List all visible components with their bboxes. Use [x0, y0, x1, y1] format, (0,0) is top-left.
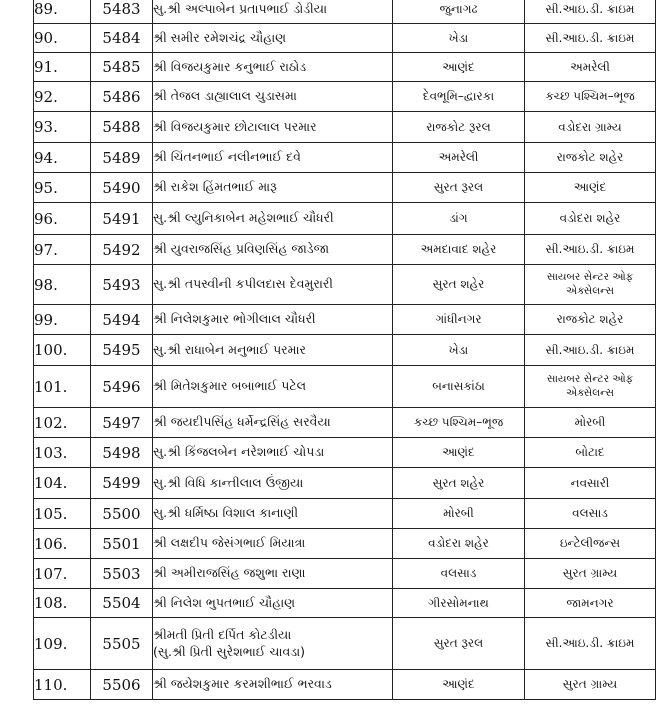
table-row — [34, 24, 656, 53]
to-posting: વડોદરા શહેર — [525, 203, 656, 235]
table-row — [34, 335, 656, 366]
to-posting: સી.આઇ.ડી. ક્રાઇમ — [525, 335, 656, 366]
serial-number: 105. — [34, 499, 91, 529]
record-number: 5483 — [91, 0, 153, 24]
record-number: 5486 — [91, 82, 153, 112]
from-posting: આણંદ — [393, 438, 525, 468]
record-number: 5499 — [91, 468, 153, 499]
from-posting: આણંદ — [393, 53, 525, 82]
table-row — [34, 82, 656, 112]
from-posting: સુરત રૂરલ — [393, 618, 525, 670]
officer-name: શ્રી અમીરાજસિંહ જશુભા રાણા — [153, 559, 393, 589]
table-row — [34, 53, 656, 82]
record-number: 5501 — [91, 529, 153, 559]
table-row — [34, 529, 656, 559]
to-posting: સુરત ગ્રામ્ય — [525, 670, 656, 700]
serial-number: 108. — [34, 589, 91, 618]
serial-number: 99. — [34, 305, 91, 335]
serial-number: 98. — [34, 265, 91, 305]
record-number: 5495 — [91, 335, 153, 366]
serial-number: 109. — [34, 618, 91, 670]
serial-number: 92. — [34, 82, 91, 112]
to-posting: સી.આઇ.ડી. ક્રાઇમ — [525, 0, 656, 24]
officer-name: સુ.શ્રી રાધાબેન મનુભાઈ પરમાર — [153, 335, 393, 366]
from-posting: સુરત રૂરલ — [393, 173, 525, 203]
serial-number: 90. — [34, 24, 91, 53]
from-posting: આણંદ — [393, 670, 525, 700]
from-posting: કચ્છ પશ્ચિમ–ભૂજ — [393, 408, 525, 438]
officer-name: શ્રી નિલેશ ભુપતભાઈ ચૌહાણ — [153, 589, 393, 618]
to-posting: કચ્છ પશ્ચિમ–ભૂજ — [525, 82, 656, 112]
officer-name: શ્રી વિજયકુમાર કનુભાઈ રાઠોડ — [153, 53, 393, 82]
table-row — [34, 618, 656, 670]
record-number: 5503 — [91, 559, 153, 589]
to-posting: રાજકોટ શહેર — [525, 143, 656, 173]
record-number: 5497 — [91, 408, 153, 438]
officer-name-line1: શ્રીમતી પ્રિતી દર્પિત કોટડીયા — [153, 626, 292, 642]
from-posting: દેવભૂમિ–દ્વારકા — [393, 82, 525, 112]
record-number: 5492 — [91, 235, 153, 265]
from-posting: જુનાગઢ — [393, 0, 525, 24]
officer-name: શ્રી રાકેશ હિંમતભાઈ મારૂ — [153, 173, 393, 203]
table-row — [34, 468, 656, 499]
from-posting: સુરત શહેર — [393, 265, 525, 305]
record-number: 5494 — [91, 305, 153, 335]
serial-number: 93. — [34, 112, 91, 143]
table-row — [34, 203, 656, 235]
record-number: 5491 — [91, 203, 153, 235]
from-posting: વલસાડ — [393, 559, 525, 589]
from-posting: રાજકોટ રૂરલ — [393, 112, 525, 143]
officer-name: શ્રી વિજયકુમાર છોટાલાલ પરમાર — [153, 112, 393, 143]
to-posting: સી.આઇ.ડી. ક્રાઇમ — [525, 618, 656, 670]
from-posting: ખેડા — [393, 24, 525, 53]
from-posting: અમદાવાદ શહેર — [393, 235, 525, 265]
from-posting: ગીરસોમનાથ — [393, 589, 525, 618]
serial-number: 106. — [34, 529, 91, 559]
to-posting: બોટાદ — [525, 438, 656, 468]
record-number: 5504 — [91, 589, 153, 618]
serial-number: 97. — [34, 235, 91, 265]
officer-name: શ્રી ચિંતનભાઈ નલીનભાઈ દવે — [153, 143, 393, 173]
to-posting: સી.આઇ.ડી. ક્રાઇમ — [525, 24, 656, 53]
table-row — [34, 559, 656, 589]
to-posting: મોરબી — [525, 408, 656, 438]
from-posting: ગાંધીનગર — [393, 305, 525, 335]
serial-number: 101. — [34, 366, 91, 408]
officer-name: શ્રી યુવરાજસિંહ પ્રવિણસિંહ જાડેજા — [153, 235, 393, 265]
from-posting: બનાસકાંઠા — [393, 366, 525, 408]
to-posting: જામનગર — [525, 589, 656, 618]
officer-name: સુ.શ્રી અલ્પાબેન પ્રતાપભાઈ ડોડીયા — [153, 0, 393, 24]
record-number: 5489 — [91, 143, 153, 173]
to-posting: આણંદ — [525, 173, 656, 203]
table-row — [34, 0, 656, 24]
table-row — [34, 408, 656, 438]
record-number: 5500 — [91, 499, 153, 529]
table-row — [34, 173, 656, 203]
serial-number: 96. — [34, 203, 91, 235]
from-posting: સુરત શહેર — [393, 468, 525, 499]
officer-name-line2: (સુ.શ્રી પ્રિતી સુરેશભાઈ ચાવડા) — [153, 643, 306, 659]
from-posting: ડાંગ — [393, 203, 525, 235]
record-number: 5498 — [91, 438, 153, 468]
table-row — [34, 112, 656, 143]
record-number: 5493 — [91, 265, 153, 305]
record-number: 5506 — [91, 670, 153, 700]
serial-number: 95. — [34, 173, 91, 203]
officer-name: સુ.શ્રી ધર્મિષ્ઠા વિશાલ કાનાણી — [153, 499, 393, 529]
serial-number: 102. — [34, 408, 91, 438]
officer-name: સુ.શ્રી કિંજલબેન નરેશભાઈ ચોપડા — [153, 438, 393, 468]
officer-name: શ્રી તેજલ ડાહ્યાલાલ ચુડાસમા — [153, 82, 393, 112]
to-posting: નવસારી — [525, 468, 656, 499]
to-posting: ઇન્ટેલીજન્સ — [525, 529, 656, 559]
record-number: 5484 — [91, 24, 153, 53]
table-row — [34, 438, 656, 468]
officer-name: શ્રી મિતેશકુમાર બબાભાઈ પટેલ — [153, 366, 393, 408]
from-posting: અમરેલી — [393, 143, 525, 173]
record-number: 5488 — [91, 112, 153, 143]
officer-name: શ્રી નિલેશકુમાર ભોગીલાલ ચૌધરી — [153, 305, 393, 335]
serial-number: 89. — [34, 0, 91, 24]
serial-number: 94. — [34, 143, 91, 173]
to-posting: વડોદરા ગ્રામ્ય — [525, 112, 656, 143]
to-posting: અમરેલી — [525, 53, 656, 82]
to-posting — [525, 366, 656, 408]
from-posting: ખેડા — [393, 335, 525, 366]
from-posting: વડોદરા શહેર — [393, 529, 525, 559]
officer-name: શ્રી લક્ષદીપ જેસંગભાઈ મિયાત્રા — [153, 529, 393, 559]
serial-number: 100. — [34, 335, 91, 366]
serial-number: 104. — [34, 468, 91, 499]
table-row — [34, 670, 656, 700]
to-posting-line2: એક્સેલન્સ — [566, 386, 614, 399]
serial-number: 103. — [34, 438, 91, 468]
table-row — [34, 305, 656, 335]
record-number: 5496 — [91, 366, 153, 408]
officer-name: સુ.શ્રી તપસ્વીની કપીલદાસ દેવમુરારી — [153, 265, 393, 305]
table-row — [34, 265, 656, 305]
officer-name: શ્રી જયદીપસિંહ ધર્મેન્દ્રસિંહ સરવૈયા — [153, 408, 393, 438]
to-posting — [525, 265, 656, 305]
to-posting-line1: સાયબર સેન્ટર ઓફ — [546, 271, 634, 284]
officer-name: શ્રી સમીર રમેશચંદ્ર ચૌહાણ — [153, 24, 393, 53]
table-row — [34, 366, 656, 408]
to-posting: રાજકોટ શહેર — [525, 305, 656, 335]
from-posting: મોરબી — [393, 499, 525, 529]
table-row — [34, 499, 656, 529]
serial-number: 107. — [34, 559, 91, 589]
serial-number: 110. — [34, 670, 91, 700]
table-row — [34, 589, 656, 618]
officer-name: સુ.શ્રી વિધિ કાન્તીલાલ ઉંજીયા — [153, 468, 393, 499]
record-number: 5505 — [91, 618, 153, 670]
officer-name: શ્રી જયેશકુમાર કરમશીભાઈ ભરવાડ — [153, 670, 393, 700]
record-number: 5485 — [91, 53, 153, 82]
table-row — [34, 235, 656, 265]
officer-name: સુ.શ્રી લ્યુનિકાબેન મહેશભાઈ ચૌધરી — [153, 203, 393, 235]
to-posting: વલસાડ — [525, 499, 656, 529]
to-posting-line2: એક્સેલન્સ — [566, 284, 614, 297]
to-posting: સી.આઇ.ડી. ક્રાઇમ — [525, 235, 656, 265]
table-row — [34, 143, 656, 173]
to-posting: સુરત ગ્રામ્ય — [525, 559, 656, 589]
officer-name — [153, 618, 393, 670]
transfer-table — [33, 0, 656, 700]
serial-number: 91. — [34, 53, 91, 82]
to-posting-line1: સાયબર સેન્ટર ઓફ — [546, 373, 634, 386]
record-number: 5490 — [91, 173, 153, 203]
